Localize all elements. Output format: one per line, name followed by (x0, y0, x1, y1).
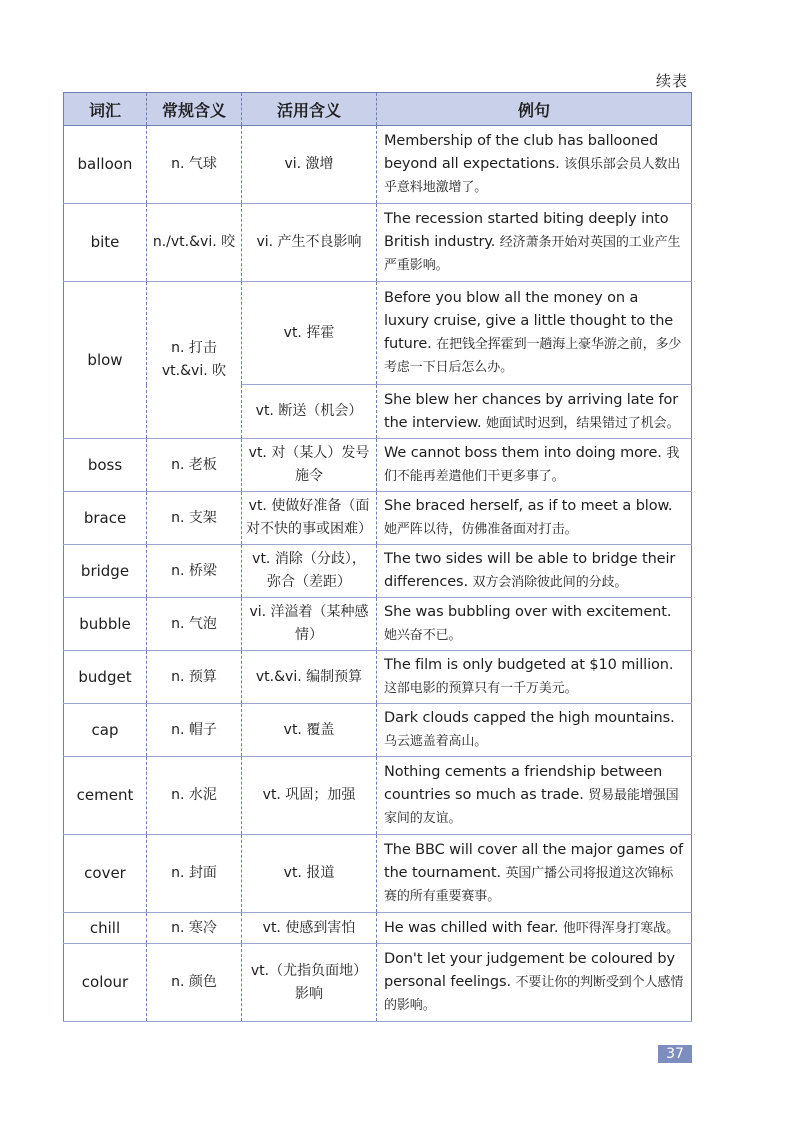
regular-meaning-cell: n. 水泥 (147, 757, 242, 835)
example-en: She blew her chances by arriving late for the interview. (384, 391, 679, 431)
table-row (64, 126, 692, 204)
continued-label: 续表 (655, 72, 688, 90)
example-cell (377, 651, 692, 704)
example-cell (377, 282, 692, 385)
header-example: 例句 (377, 93, 692, 126)
example-cell (377, 704, 692, 757)
example-cell (377, 757, 692, 835)
regular-meaning-cell: n. 预算 (147, 651, 242, 704)
word-cell: bubble (64, 598, 147, 651)
table-header-row (64, 93, 692, 126)
example-zh: 她严阵以待，仿佛准备面对打击。 (384, 522, 578, 537)
example-zh: 英国广播公司将报道这次锦标赛的所有重要赛事。 (384, 866, 674, 904)
word-cell: cap (64, 704, 147, 757)
word-cell: brace (64, 492, 147, 545)
example-en: He was chilled with fear. (384, 919, 559, 936)
example-cell (377, 439, 692, 492)
active-meaning-cell: vt.（尤指负面地）影响 (242, 944, 377, 1022)
page-number: 37 (658, 1045, 692, 1063)
active-meaning-cell: vi. 激增 (242, 126, 377, 204)
table-row (64, 598, 692, 651)
word-cell: bridge (64, 545, 147, 598)
header-active-meaning: 活用含义 (242, 93, 377, 126)
example-zh: 这部电影的预算只有一千万美元。 (384, 681, 578, 696)
example-cell (377, 492, 692, 545)
example-zh: 该俱乐部会员人数出乎意料地激增了。 (384, 157, 681, 195)
example-en: We cannot boss them into doing more. (384, 445, 662, 461)
regular-meaning-cell: n./vt.&vi. 咬 (147, 204, 242, 282)
example-zh: 贸易最能增强国家间的友谊。 (384, 788, 679, 826)
example-cell (377, 204, 692, 282)
word-cell: colour (64, 944, 147, 1022)
active-meaning-cell: vt. 报道 (242, 835, 377, 913)
word-cell: blow (64, 282, 147, 439)
example-zh: 乌云遮盖着高山。 (384, 734, 488, 749)
active-meaning-cell: vt. 挥霍 (242, 282, 377, 385)
word-cell: chill (64, 913, 147, 944)
word-cell: boss (64, 439, 147, 492)
word-cell: balloon (64, 126, 147, 204)
example-en: The two sides will be able to bridge their differences. (384, 551, 676, 590)
word-cell: cement (64, 757, 147, 835)
regular-meaning-cell: n. 颜色 (147, 944, 242, 1022)
active-meaning-cell: vi. 洋溢着（某种感情） (242, 598, 377, 651)
regular-meaning-cell: n. 寒冷 (147, 913, 242, 944)
table-row (64, 204, 692, 282)
example-zh: 经济萧条开始对英国的工业产生严重影响。 (384, 235, 681, 273)
example-en: Don't let your judgement be coloured by personal feelings. (384, 951, 675, 990)
table-row (64, 545, 692, 598)
example-en: Nothing cements a friendship between countries so much as trade. (384, 764, 663, 803)
example-zh: 在把钱全挥霍到一趟海上豪华游之前，多少考虑一下日后怎么办。 (384, 337, 682, 375)
example-zh: 他吓得浑身打寒战。 (562, 920, 679, 936)
table-row (64, 492, 692, 545)
word-cell: budget (64, 651, 147, 704)
example-zh: 双方会消除彼此间的分歧。 (472, 575, 628, 590)
active-meaning-cell: vt. 覆盖 (242, 704, 377, 757)
example-zh: 她兴奋不已。 (384, 628, 462, 643)
active-meaning-cell: vt. 使做好准备（面对不快的事或困难） (242, 492, 377, 545)
example-cell (377, 545, 692, 598)
table-row (64, 282, 692, 385)
example-cell (377, 126, 692, 204)
active-meaning-cell: vi. 产生不良影响 (242, 204, 377, 282)
example-en: She braced herself, as if to meet a blow. (384, 498, 673, 514)
active-meaning-cell: vt.&vi. 编制预算 (242, 651, 377, 704)
active-meaning-cell: vt. 巩固；加强 (242, 757, 377, 835)
regular-meaning-cell: n. 打击 vt.&vi. 吹 (147, 282, 242, 439)
example-zh: 她面试时迟到，结果错过了机会。 (485, 415, 680, 431)
active-meaning-cell: vt. 消除（分歧），弥合（差距） (242, 545, 377, 598)
example-en: The film is only budgeted at $10 million. (384, 657, 674, 673)
example-cell (377, 385, 692, 439)
example-cell (377, 944, 692, 1022)
regular-meaning-cell: n. 气球 (147, 126, 242, 204)
example-en: Before you blow all the money on a luxury cruise, give a little thought to the future. (384, 290, 674, 352)
example-en: Dark clouds capped the high mountains. (384, 710, 675, 726)
example-en: The recession started biting deeply into British industry. (384, 211, 669, 250)
active-meaning-cell: vt. 对（某人）发号施令 (242, 439, 377, 492)
word-cell: bite (64, 204, 147, 282)
active-meaning-cell: vt. 断送（机会） (242, 385, 377, 439)
regular-meaning-cell: n. 老板 (147, 439, 242, 492)
vocabulary-table (63, 92, 692, 1022)
example-en: She was bubbling over with excitement. (384, 604, 672, 620)
example-zh: 不要让你的判断受到个人感情的影响。 (384, 975, 684, 1013)
example-cell (377, 835, 692, 913)
example-zh: 我们不能再差遣他们干更多事了。 (384, 446, 680, 484)
word-cell: cover (64, 835, 147, 913)
header-regular-meaning: 常规含义 (147, 93, 242, 126)
example-en: The BBC will cover all the major games of the tournament. (384, 842, 684, 881)
regular-meaning-cell: n. 桥梁 (147, 545, 242, 598)
example-en: Membership of the club has ballooned beyond all expectations. (384, 133, 659, 172)
header-word: 词汇 (64, 93, 147, 126)
active-meaning-cell: vt. 使感到害怕 (242, 913, 377, 944)
example-cell (377, 913, 692, 944)
regular-meaning-cell: n. 气泡 (147, 598, 242, 651)
table-row (64, 835, 692, 913)
regular-meaning-cell: n. 帽子 (147, 704, 242, 757)
table-row (64, 913, 692, 944)
table-row (64, 944, 692, 1022)
example-cell (377, 598, 692, 651)
regular-meaning-cell: n. 支架 (147, 492, 242, 545)
table-row (64, 439, 692, 492)
table-row (64, 704, 692, 757)
table-row (64, 651, 692, 704)
regular-meaning-cell: n. 封面 (147, 835, 242, 913)
table-row (64, 757, 692, 835)
